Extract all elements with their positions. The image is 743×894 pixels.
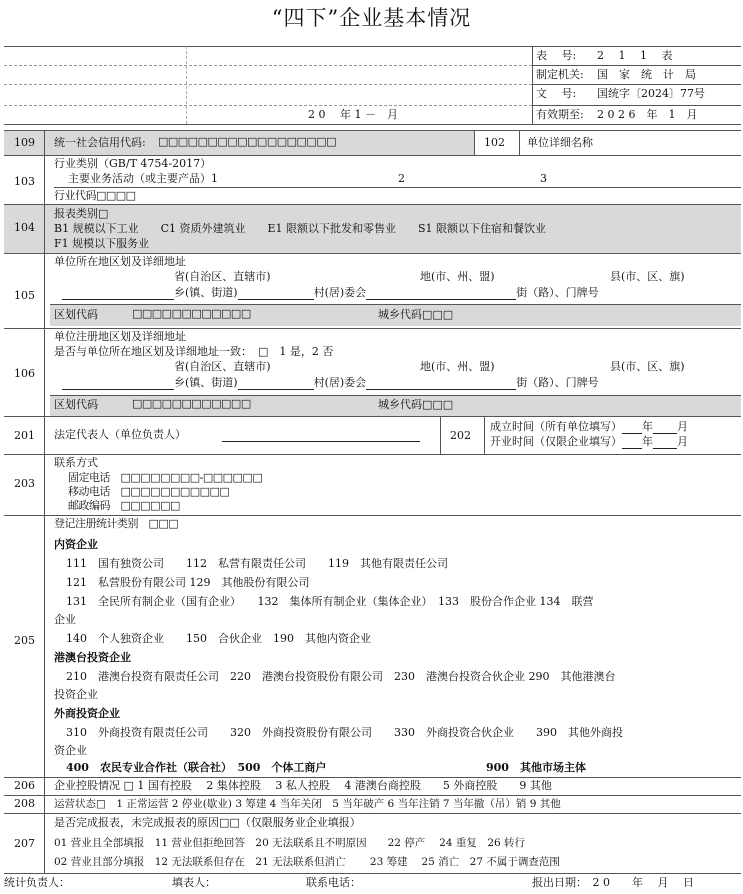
code-103: 103 <box>14 175 35 188</box>
registered-zone-label: 区划代码 <box>54 398 98 411</box>
code-104: 104 <box>14 221 35 234</box>
mobile-field[interactable]: 移动电话 □□□□□□□□□□□ <box>68 485 230 498</box>
registered-town: 乡(镇、街道) <box>174 376 238 389</box>
code-109: 109 <box>14 136 35 149</box>
founding-time-label: 成立时间（所有单位填写） <box>490 420 622 433</box>
location-zone-label: 区划代码 <box>54 308 98 321</box>
code-207: 207 <box>14 837 35 850</box>
founding-line[interactable]: 成立时间（所有单位填写） 年 月 <box>490 420 688 433</box>
completion-options-2: 02 营业且部分填报 12 无法联系但存在 21 无法联系但消亡 23 筹建 25 消亡 27 不属于调查范围 <box>54 856 560 868</box>
coop-row: 400 农民专业合作社（联合社） 500 个体工商户 <box>66 761 327 774</box>
credit-code-label: 统一社会信用代码: <box>54 136 146 149</box>
registered-street: 街（路）、门牌号 <box>516 376 599 389</box>
valid-value: 2 0 2 6 年 1 月 <box>597 108 698 121</box>
registered-address-title: 单位注册地区划及详细地址 <box>54 330 186 343</box>
other-market-row: 900 其他市场主体 <box>486 761 586 774</box>
hmt-row-1: 210 港澳台投资有限责任公司 220 港澳台投资股份有限公司 230 港澳台投资合伙企业 290 其他港澳台 <box>66 670 616 683</box>
domestic-row-4: 140 个人独资企业 150 合伙企业 190 其他内资企业 <box>66 632 371 645</box>
industry-code-boxes[interactable]: 行业代码□□□□ <box>54 189 136 202</box>
location-zone-boxes[interactable]: □□□□□□□□□□□□ <box>132 307 251 320</box>
same-address-question: 是否与单位所在地区划及详细地址一致： □ 1 是，2 否 <box>54 345 334 358</box>
registered-zone-boxes[interactable]: □□□□□□□□□□□□ <box>132 397 251 410</box>
registered-town-line[interactable] <box>62 377 599 390</box>
code-203: 203 <box>14 477 35 490</box>
valid-label: 有效期至: <box>536 108 584 121</box>
location-county: 县(市、区、旗) <box>610 270 685 283</box>
registered-county: 县(市、区、旗) <box>610 360 685 373</box>
report-period: 2 0 年 1 － 月 <box>308 108 398 121</box>
report-date-label: 报出日期： 2 0 年 月 日 <box>532 876 694 889</box>
credit-code-boxes[interactable]: □□□□□□□□□□□□□□□□□□ <box>158 135 337 148</box>
legal-rep-field[interactable] <box>222 429 420 442</box>
domestic-row-1: 111 国有独资公司 112 私营有限责任公司 119 其他有限责任公司 <box>66 557 448 570</box>
report-category[interactable]: 报表类别□ <box>54 207 109 220</box>
stat-head-label: 统计负责人： <box>4 876 70 889</box>
domestic-row-3: 131 全民所有制企业（国有企业） 132 集体所有制企业（集体企业） 133 股份合作企业 134 联营 <box>66 595 594 608</box>
opening-line[interactable]: 开业时间（仅限企业填写） 年 月 <box>490 435 688 448</box>
domestic-heading: 内资企业 <box>54 538 98 551</box>
domestic-row-2: 121 私营股份有限公司 129 其他股份有限公司 <box>66 576 310 589</box>
location-city: 地(市、州、盟) <box>420 270 495 283</box>
page-title: “四下”企业基本情况 <box>271 6 472 30</box>
report-category-options: B1 规模以下工业 C1 资质外建筑业 E1 限额以下批发和零售业 S1 限额以下住宿和餐饮业 <box>54 222 547 235</box>
code-206: 206 <box>14 779 35 792</box>
location-town: 乡(镇、街道) <box>174 286 238 299</box>
postcode-field[interactable]: 邮政编码 □□□□□□ <box>68 499 180 512</box>
legal-rep-label: 法定代表人（单位负责人） <box>54 428 186 441</box>
code-102: 102 <box>484 136 505 149</box>
hmt-row-1-cont: 投资企业 <box>54 688 98 701</box>
doc-no-value: 国统字〔2024〕77号 <box>597 87 705 100</box>
completion-options-1: 01 营业且全部填报 11 营业但拒绝回答 20 无法联系且不明原因 22 停产 24 重复 26 转行 <box>54 837 526 849</box>
code-105: 105 <box>14 289 35 302</box>
foreign-heading: 外商投资企业 <box>54 707 120 720</box>
contact-phone-label: 联系电话： <box>306 876 361 889</box>
registered-village: 村(居)委会 <box>313 376 367 389</box>
location-town-line[interactable] <box>62 287 599 300</box>
issuer-value: 国 家 统 计 局 <box>597 68 696 81</box>
code-201: 201 <box>14 429 35 442</box>
same-address-choice[interactable]: □ 1 是，2 否 <box>258 345 334 358</box>
industry-category: 行业类别（GB/T 4754-2017） <box>54 157 212 170</box>
code-202: 202 <box>450 429 471 442</box>
main-activity-label: 主要业务活动（或主要产品）1 <box>68 172 218 185</box>
activity-2: 2 <box>398 172 405 185</box>
domestic-row-3-cont: 企业 <box>54 613 76 626</box>
filler-label: 填表人： <box>172 876 216 889</box>
location-address-title: 单位所在地区划及详细地址 <box>54 255 186 268</box>
registration-type[interactable]: 登记注册统计类别 □□□ <box>54 517 179 530</box>
location-village: 村(居)委会 <box>313 286 367 299</box>
code-205: 205 <box>14 634 35 647</box>
activity-3: 3 <box>540 172 547 185</box>
completion-question[interactable]: 是否完成报表，未完成报表的原因□□（仅限服务业企业填报） <box>54 816 361 829</box>
location-province: 省(自治区、直辖市) <box>174 270 271 283</box>
registered-province: 省(自治区、直辖市) <box>174 360 271 373</box>
foreign-row-1-cont: 资企业 <box>54 744 87 757</box>
hmt-heading: 港澳台投资企业 <box>54 651 131 664</box>
form-no-label: 表 号: <box>536 49 577 62</box>
report-category-f1: F1 规模以下服务业 <box>54 237 150 250</box>
registered-city: 地(市、州、盟) <box>420 360 495 373</box>
foreign-row-1: 310 外商投资有限责任公司 320 外商投资股份有限公司 330 外商投资合伙企业 390 其他外商投 <box>66 726 623 739</box>
contact-title: 联系方式 <box>54 456 98 469</box>
operation-status[interactable]: 运营状态□ 1 正常运营 2 停业(歇业) 3 筹建 4 当年关闭 5 当年破产 6 当年注销 7 当年撤（吊）销 9 其他 <box>54 798 561 810</box>
doc-no-label: 文 号: <box>536 87 577 100</box>
holding-status[interactable]: 企业控股情况 □ 1 国有控股 2 集体控股 3 私人控股 4 港澳台商控股 5 外商控股 9 其他 <box>54 779 552 792</box>
form-no-value: 2 1 1 表 <box>597 49 673 62</box>
code-208: 208 <box>14 797 35 810</box>
issuer-label: 制定机关: <box>536 68 584 81</box>
location-street: 街（路）、门牌号 <box>516 286 599 299</box>
opening-time-label: 开业时间（仅限企业填写） <box>490 435 622 448</box>
unit-name-label: 单位详细名称 <box>527 136 593 149</box>
code-106: 106 <box>14 367 35 380</box>
location-urban-code[interactable]: 城乡代码□□□ <box>378 308 454 321</box>
registered-urban-code[interactable]: 城乡代码□□□ <box>378 398 454 411</box>
landline-field[interactable]: 固定电话 □□□□□□□□-□□□□□□ <box>68 471 263 484</box>
